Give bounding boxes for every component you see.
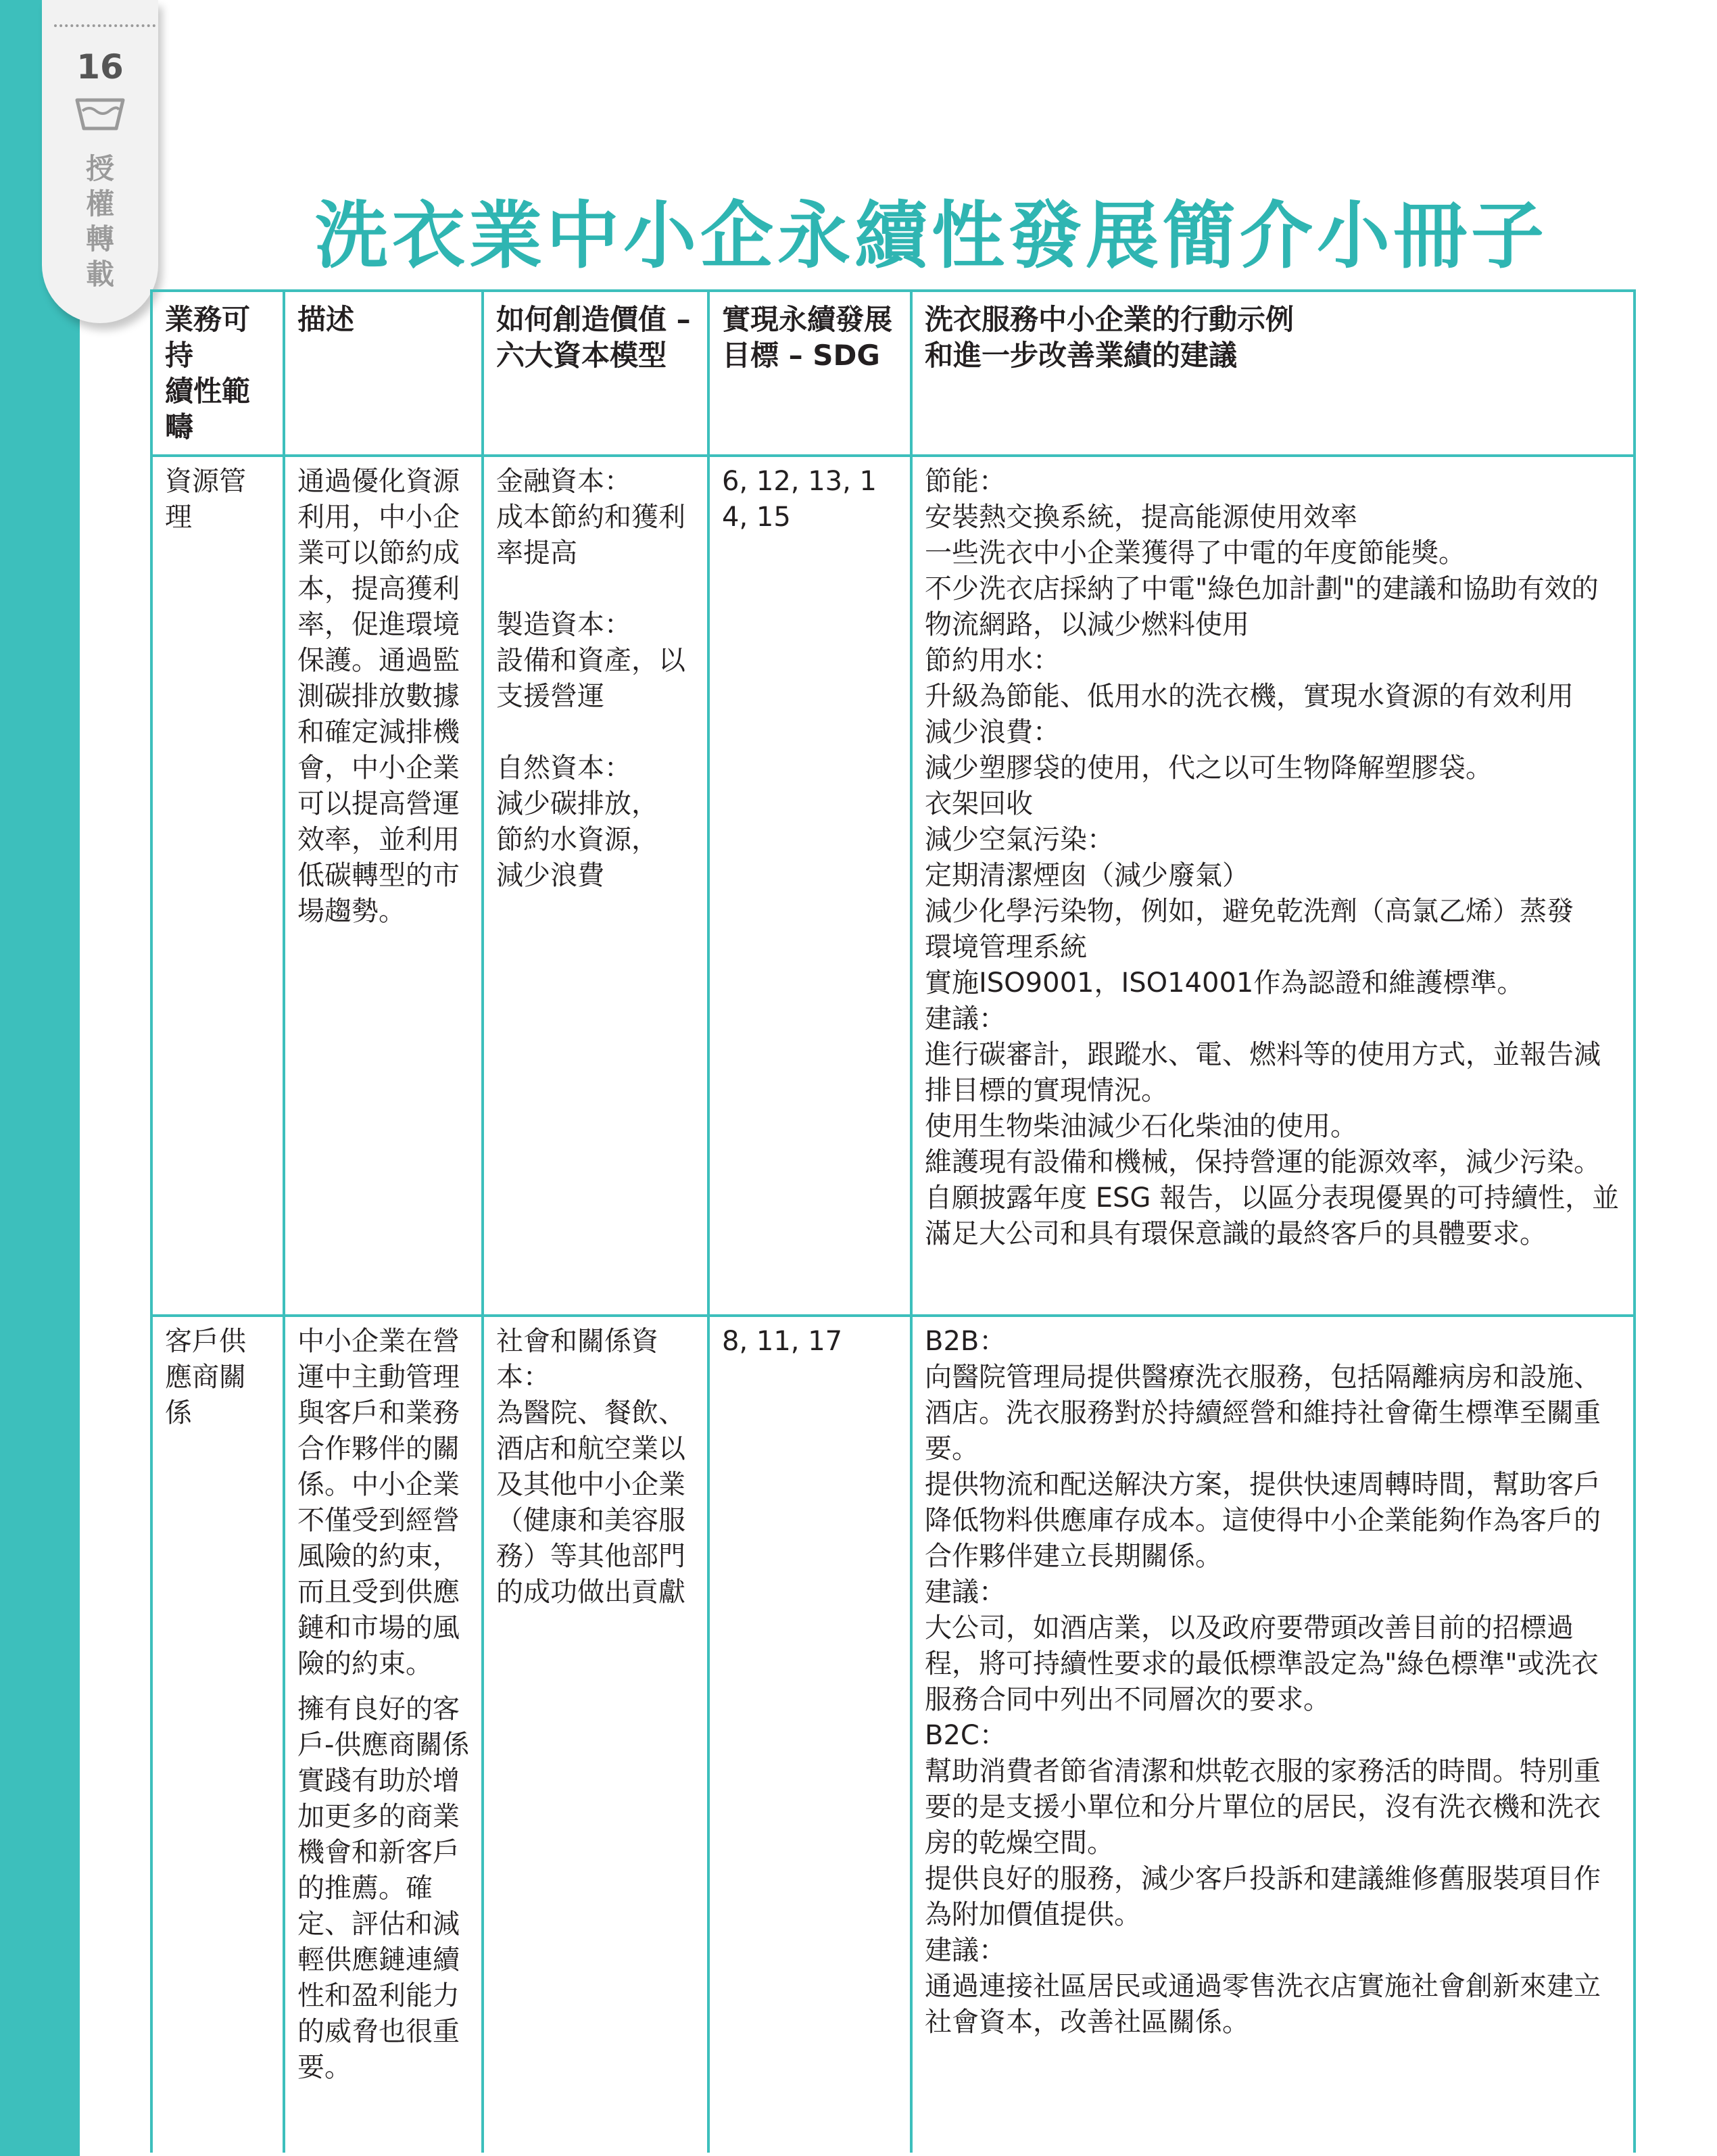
description-cell bbox=[284, 1316, 483, 2153]
spacer bbox=[496, 571, 696, 607]
action-line: 建議： bbox=[925, 1935, 1006, 1966]
sdg-cell: 8, 11, 17 bbox=[708, 1316, 911, 2153]
action-line: 自願披露年度 ESG 報告，以區分表現優異的可持續性，並滿足大公司和具有環保意識的最終客戶的具體要求。 bbox=[925, 1182, 1620, 1249]
label-char: 載 bbox=[85, 258, 114, 291]
action-line: 環境管理系統 bbox=[925, 932, 1087, 963]
description-cell: 通過優化資源利用，中小企業可以節約成本，提高獲利率，促進環境保護。通過監測碳排放數據和確定減排機會，中小企業可以提高營運效率，並利用低碳轉型的市場趨勢。 bbox=[284, 456, 483, 1316]
action-line: B2B： bbox=[925, 1326, 1007, 1357]
action-line: 安裝熱交換系統，提高能源使用效率 bbox=[925, 502, 1357, 533]
action-line: 建議： bbox=[925, 1577, 1006, 1608]
action-line: 升級為節能、低用水的洗衣機，實現水資源的有效利用 bbox=[925, 681, 1574, 712]
spacer bbox=[496, 715, 696, 750]
capital-line: 為醫院、餐飲、酒店和航空業以及其他中小企業（健康和美容服務）等其他部門的成功做出貢獻 bbox=[496, 1397, 685, 1608]
header-cell bbox=[284, 291, 483, 456]
action-line: 提供物流和配送解決方案，提供快速周轉時間，幫助客戶降低物料供應庫存成本。這使得中小企業能夠作為客戶的合作夥伴建立長期關係。 bbox=[925, 1469, 1601, 1572]
capital-line: 製造資本： bbox=[496, 609, 631, 640]
authorized-reprint-label bbox=[42, 151, 158, 292]
action-line: 大公司，如酒店業，以及政府要帶頭改善目前的招標過程，將可持續性要求的最低標準設定為"綠色標準"或洗衣服務合同中列出不同層次的要求。 bbox=[925, 1612, 1599, 1715]
label-char: 轉 bbox=[85, 222, 114, 256]
sustainability-table bbox=[150, 289, 1636, 2153]
action-line: 使用生物柴油減少石化柴油的使用。 bbox=[925, 1111, 1357, 1142]
capital-line: 社會和關係資本： bbox=[496, 1326, 658, 1393]
scope-cell: 客戶供應商關係 bbox=[151, 1316, 284, 2153]
action-line: 減少化學污染物，例如，避免乾洗劑（高氯乙烯）蒸發 bbox=[925, 896, 1574, 927]
action-line: 節能： bbox=[925, 466, 1006, 497]
table-row bbox=[151, 1316, 1635, 2153]
header-line: 實現永續發展 bbox=[722, 303, 893, 336]
capital-cell bbox=[483, 1316, 708, 2153]
left-color-strip bbox=[0, 0, 80, 2156]
action-line: 衣架回收 bbox=[925, 788, 1033, 819]
action-line: 通過連接社區居民或通過零售洗衣店實施社會創新來建立社會資本，改善社區關係。 bbox=[925, 1971, 1601, 2038]
capital-line: 設備和資產，以支援營運 bbox=[496, 645, 685, 712]
header-cell bbox=[151, 291, 284, 456]
capital-line: 成本節約和獲利率提高 bbox=[496, 502, 685, 569]
header-line: 業務可持 bbox=[165, 303, 251, 372]
action-line: 建議： bbox=[925, 1003, 1006, 1034]
capital-line: 金融資本： bbox=[496, 466, 631, 497]
tab-dotted-rule bbox=[54, 24, 155, 27]
header-line: 和進一步改善業績的建議 bbox=[925, 339, 1238, 372]
action-line: 節約用水： bbox=[925, 645, 1060, 676]
action-line: 不少洗衣店採納了中電"綠色加計劃"的建議和協助有效的物流網路，以減少燃料使用 bbox=[925, 573, 1599, 640]
scope-cell: 資源管理 bbox=[151, 456, 284, 1316]
header-line: 目標 – SDG bbox=[722, 339, 880, 372]
action-line: 一些洗衣中小企業獲得了中電的年度節能獎。 bbox=[925, 537, 1466, 569]
capital-line: 減少碳排放， bbox=[496, 788, 658, 819]
page-number: 16 bbox=[76, 47, 124, 87]
action-line: B2C： bbox=[925, 1720, 1007, 1751]
header-line: 六大資本模型 bbox=[496, 339, 667, 372]
header-line: 如何創造價值 – bbox=[496, 303, 691, 336]
action-line: 減少塑膠袋的使用，代之以可生物降解塑膠袋。 bbox=[925, 752, 1493, 784]
header-cell bbox=[708, 291, 911, 456]
action-line: 減少浪費： bbox=[925, 717, 1060, 748]
sdg-cell: 6, 12, 13, 14, 15 bbox=[708, 456, 911, 1316]
page-title: 洗衣業中小企永續性發展簡介小冊子 bbox=[314, 194, 1548, 279]
wash-basin-icon bbox=[74, 96, 126, 131]
capital-line: 自然資本： bbox=[496, 752, 631, 784]
label-char: 授 bbox=[85, 152, 114, 185]
actions-cell bbox=[911, 1316, 1635, 2153]
header-line: 描述 bbox=[297, 303, 355, 336]
action-line: 維護現有設備和機械，保持營運的能源效率，減少污染。 bbox=[925, 1147, 1601, 1178]
capital-line: 減少浪費 bbox=[496, 860, 604, 891]
header-cell bbox=[483, 291, 708, 456]
description-paragraph: 擁有良好的客戶-供應商關係實踐有助於增加更多的商業機會和新客戶的推薦。確定、評估和減輕供應鏈連續性和盈利能力的威脅也很重要。 bbox=[297, 1694, 470, 2083]
action-line: 實施ISO9001，ISO14001作為認證和維護標準。 bbox=[925, 967, 1524, 999]
table-row bbox=[151, 456, 1635, 1316]
capital-line: 節約水資源， bbox=[496, 824, 658, 855]
header-line: 續性範疇 bbox=[165, 375, 251, 444]
action-line: 減少空氣污染： bbox=[925, 824, 1114, 855]
label-char: 權 bbox=[85, 187, 114, 220]
action-line: 幫助消費者節省清潔和烘乾衣服的家務活的時間。特別重要的是支援小單位和分片單位的居民，沒有洗衣機和洗衣房的乾燥空間。 bbox=[925, 1756, 1601, 1859]
capital-cell bbox=[483, 456, 708, 1316]
action-line: 定期清潔煙囱（減少廢氣） bbox=[925, 860, 1249, 891]
header-line: 洗衣服務中小企業的行動示例 bbox=[925, 303, 1295, 336]
action-line: 向醫院管理局提供醫療洗衣服務，包括隔離病房和設施、酒店。洗衣服務對於持續經營和維持社會衛生標準至關重要。 bbox=[925, 1362, 1601, 1464]
actions-cell bbox=[911, 456, 1635, 1316]
header-cell bbox=[911, 291, 1635, 456]
action-line: 進行碳審計，跟蹤水、電、燃料等的使用方式，並報告減排目標的實現情況。 bbox=[925, 1039, 1601, 1106]
action-line: 提供良好的服務，減少客戶投訴和建議維修舊服裝項目作為附加價值提供。 bbox=[925, 1863, 1601, 1930]
description-paragraph: 中小企業在營運中主動管理與客戶和業務合作夥伴的關係。中小企業不僅受到經營風險的約束，而且受到供應鏈和市場的風險的約束。 bbox=[297, 1326, 460, 1679]
table-header-row bbox=[151, 291, 1635, 456]
